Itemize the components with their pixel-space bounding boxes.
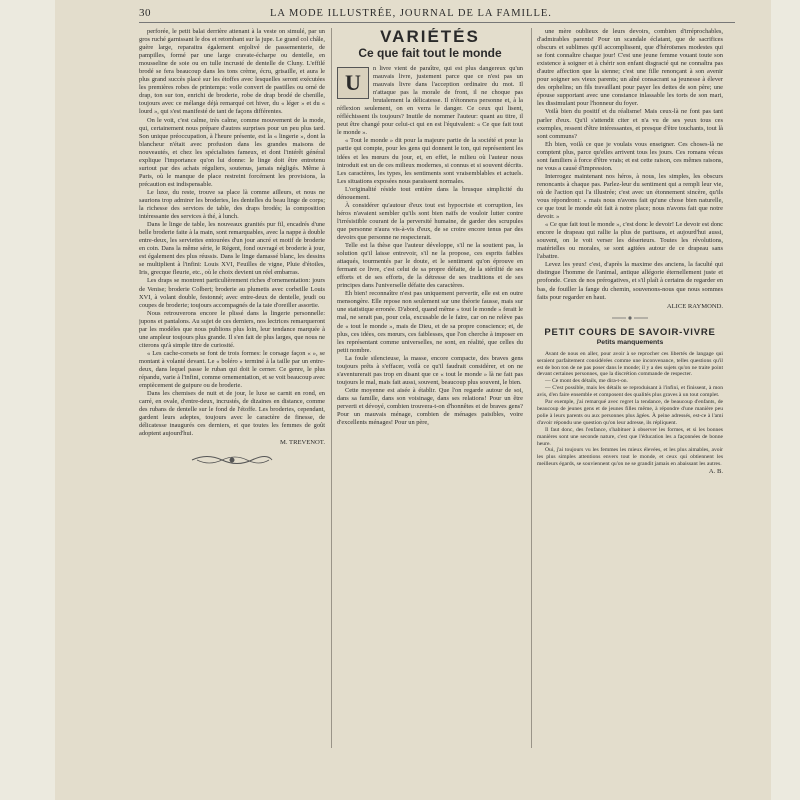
paragraph: L'originalité réside tout entière dans la brusque simplicité du dénouement. [337, 185, 523, 201]
paragraph: Interrogez maintenant nos héros, à nous, les simples, les obscurs renoncants à chaque pas. Parlez-leur du sentiment qui a rempli leur vie, où de l'action qui l'a illustrée; c'est avec un étonnement sincère, qu'ils vous répondront: « mais nous n'avons fait qu'une chose bien naturelle, ce que tout le monde eût fait à notre place; nous n'avons fait que notre devoir. » [537, 172, 723, 221]
author-signature: ALICE RAYMOND. [666, 302, 723, 310]
journal-title: LA MODE ILLUSTRÉE, JOURNAL DE LA FAMILLE. [270, 7, 552, 19]
section-subtitle: Ce que fait tout le monde [358, 46, 502, 60]
paragraph: — Ce mont des détails, me dira-t-on. [545, 378, 628, 385]
paragraph: Nous retrouverons encore le plissé dans la lingerie personnelle: jupons et pantalons. Au sujet de ces derniers, nos lectrices remarqueront par les modèles que nous publions plus loin, leur tendance marquée à une ampleur toujours plus grande. Il s'en fait de plus larges, que nous ne citerons qu'à simple titre de curiosité. [139, 309, 325, 349]
section-title: VARIÉTÉS [380, 28, 480, 46]
paragraph: Les draps se montrent particulièrement riches d'ornementation: jours de Venise; broderie Colbert; broderie au plumetis avec corbeille Louis XVI, à volant double, festonné; avec entre-deux de dentelle, jeudi ou coupes de broderie; toujours accompagnés de la taie d'oreiller assortie. [139, 277, 325, 309]
paragraph: « Tout le monde » dit pour la majeure partie de la société et pour la partie qui compte, pour les gens qui donnent le ton, qui représentent les idées et les mœurs du jour, et, en effet, le milieu où l'auteur nous introduit est un de ces milieux modernes, si connus et si souvent décrits. Les caractères, les types, les sentiments sont vraisemblables et actuels. Les situations exposées nous paraissent normales. [337, 137, 523, 185]
dropcap-letter: U [345, 69, 361, 95]
paragraph: On le voit, c'est calme, très calme, comme mouvement de la mode, qui, certainement nous prépare d'autres surprises pour un peu plus tard. Son unique préoccupation, à l'heure présente, est la « lingerie », dont la blancheur n'était avec profusion dans les grandes maisons de nouveautés, et chez les spécialistes fameux, et dont l'intérêt général explique l'importance qu'on lui donne: le linge doit être entretenu surtout par des achats réguliers, soutenus, jamais négligés. Même à Paris, où le manque de place restreint forcément les provisions, la précaution est indispensable. [139, 116, 325, 188]
column-left [139, 28, 325, 728]
dropcap [337, 67, 369, 99]
column-separator [331, 28, 332, 748]
paragraph: Levez les yeux! c'est, d'après la maxime des anciens, la faculté qui distingue l'homme de l'animal, antique allégorie éternellement juste et profonde. Ceux de nos prérogatives, et s'il plaît à certains de regarder en bas, de fouiller la fange du chemin, souvenons-nous que nous sommes faits pour regarder en haut. [537, 261, 723, 301]
paragraph: Eh bien, voilà ce que je voulais vous enseigner. Ces choses-là ne comptent plus, parce qu'elles arrivent tous les jours. Ces romans vécus sont familiers à force d'être vrais; et est cette raison, ces mêmes raisons, ne vous a causé d'impression. [537, 140, 723, 172]
paragraph: Dans les chemises de nuit et de jour, le luxe se carnit en rond, en carré, en ovale, d'entre-deux, incrustés, de dizaines en distance, comme des rubans de dentelle sur le fond de l'étoffe. Les broderies, cependant, gardent leurs adeptes, toujours avec le caractère de finesse, de délicatesse inaugurés ces derniers, et que toutes les femmes de goût adoptent aujourd'hui. [139, 390, 325, 438]
column-middle [337, 28, 523, 748]
paragraph: Par exemple, j'ai remarqué avec regret la tendance, de beaucoup d'enfants, de beaucoup de jeunes gens et de jeunes filles même, à répondre d'une manière peu polie à leurs parents ou aux personnes plus âgées. À peine adressés, est-ce à l'ami d'avoir répondu une question qu'on leur adresse, ils répliquent. [537, 399, 723, 426]
author-signature: A. B. [708, 468, 723, 476]
paragraph: À considérer qu'autour d'eux tout est hypocrisie et corruption, les héros n'avaient sembler qu'ils sont bien naïfs de vouloir lutter contre l'irrésistible courant de la perversité humaine, de garder des scrupules que personne n'aura vis-à-vis d'eux, de se croire encore tenus par des devoirs que personne ne respecterait. [337, 201, 523, 241]
author-signature: M. TREVENOT. [280, 439, 325, 447]
running-header [55, 4, 771, 22]
paragraph: Avant de nous en aller, pour avoir à se reprocher ces libertés de langage qui seraient parfaitement considérées comme une inconvenance, telles questions qu'il est de bon ton de ne pas poser dans le monde; il y a des sujets qu'on ne traite point devant certaines personnes, que la discrétion commande de respecter. [537, 350, 723, 378]
paragraph: Voilà bien du positif et du réalisme! Mais ceux-là ne font pas tant parler d'eux. Qu'il s'attendit citer et n'a vu de ses yeux tous ces exemples, ressent d'être intéressantes, et presque d'être touchants, tout là sont communs? [537, 108, 723, 140]
paragraph: Telle est la thèse que l'auteur développe, s'il ne la soutient pas, la solution qu'il laisse entrevoir, s'il ne la propose, ces esprits faibles attaqués, tourmentés par le doute, et le sentiment qu'on éprouve en fermant ce livre, c'est celui de sa propre défaite, de la stérilité de ses efforts et de ses efforts, de la détresse de ses traditions et de ses principes dans l'universelle défaite des caractères. [337, 242, 523, 290]
page-number: 30 [139, 7, 151, 19]
journal-page [55, 0, 771, 800]
paragraph: Le luxe, du reste, trouve sa place là comme ailleurs, et nous ne saurions trop admirer les broderies, les dentelles du beau linge de corps; la richesse des services de table, des draps brodés; la composition intéressante des services à thé, à lunch. [139, 188, 325, 221]
paragraph: n livre vient de paraître, qui est plus dangereux qu'un mauvais livre, justement parce que ce n'est pas un mauvais livre dans l'acception ordinaire du mot. Il n'attaque pas la morale de front, il ne choque pas brutalement la délicatesse. Il n'étonnera personne et, à la réflexion seulement, on en verra le danger. Ce ceux qui lisent, réfléchissent ils toujours? Inutile de nommer l'auteur: quant au titre, il peut être changé pour celui-ci qui en est l'équivalent: « Ce que fait tout le monde ». [337, 65, 523, 137]
paragraph: Eh bien! reconnaître n'est pas uniquement pervertir, elle est en outre mensongère. Elle repose non seulement sur une théorie fausse, mais sur une statistique erronée. D'abord, quand même « tout le monde » ferait le mal, ne serait pas, pour cela, excusable de le faire, car on ne relève pas de « tout le monde », mais de Dieu, et de sa propre conscience; et, de plus, ces idées, ces mœurs, ces faiblesses, que l'on cherche à imposer en les représentant comme universelles, ne sont, en réalité, que celles du petit nombre. [337, 290, 523, 354]
column-separator [531, 28, 532, 748]
paragraph: La foule silencieuse, la masse, encore compacte, des braves gens toujours prêts à s'effacer, voilà ce qu'il faudrait considérer, et on ne s'aventurerait pas trop en disant que ce « tout le monde » là ne fait pas toujours le mal, mais fait aussi, souvent, beaucoup plus souvent, le bien. [337, 354, 523, 386]
paragraph: Il faut donc, des l'enfance, s'habituer à observer les formes, et si les bonnes manières sont une seconde nature, c'est que l'éducation les a façonnées de bonne heure. [537, 426, 723, 447]
column-right [537, 28, 723, 748]
ornament-icon [187, 453, 277, 467]
paragraph: « Les cache-corsets se font de trois formes: le corsage façon « », se montant à volanté devant. Le « boléro » terminé à la taille par un entre-deux, dans lequel passe le ruban qui doit le cerner. Ce genre, le plus répandu, varie à l'infini, comme ornementation, et se voit beaucoup avec empiècement de guipure ou de broderie. [139, 349, 325, 390]
paragraph: — C'est possible, mais les détails se reproduisant à l'infini, et finissent, à mon avis, d'en faire ensemble et composent des qualités plus graves à un tout complet. [537, 385, 723, 399]
paragraph: « Ce que fait tout le monde », c'est donc le devoir! Le devoir est donc encore le drapeau qui rallie la plus de partisans, et aujourd'hui aussi, souvent, on le voit verser les déserteurs. Toutes les révolutions, matérielles ou morales, se sont agitées autour de ce drapeau sans l'abattre. [537, 221, 723, 261]
separator-ornament-icon [610, 315, 650, 321]
paragraph: Dans le linge de table, les nouveaux granités pur fil, encadrés d'une belle broderie faite à la main, sont remarquables, avec la nappe à double entre-deux, les serviettes entourées d'un jour ancré et motif de broderie en coin. Dans la même série, le Régent, fond ouvragé et broderie à jour, est également des plus réussis. Dans le linge damassé blanc, les dessins se multiplient à l'infini: Louis XVI, Feuilles de vigne, Pluie d'étoiles, Iris, grecque fleurie, etc., où le choix devient un réel embarras. [139, 221, 325, 277]
paragraph: Cette moyenne est aisée à établir. Que l'on regarde autour de soi, dans sa famille, dans son voisinage, dans ses relations! Pour un être perverti et dévoyé, combien trouvera-t-on d'honnêtes et de braves gens? Pour un mauvais ménage, combien de ménages paisibles, voire d'excellents ménages! Pour un père, [337, 386, 523, 427]
paragraph: Oui, j'ai toujours vu les femmes les mieux élevées, et les plus aimables, avoir les plus simples attentions envers tout le monde, et ceux qui obtiennent les meilleurs égards, se souviennent qu'on ne se grandit jamais en abaissant les autres. [537, 447, 723, 468]
header-rule [139, 22, 735, 23]
paragraph: perforée, le petit balai derrière attenant à la veste on simulé, par un gros ruché garnissant le dos et retombant sur la jupe. Le grand col châle, guère large, reparaitra également enjolivé de passementerie, de pampilles, formé par une large cravate-écharpe ou dentelle, en mousseline de soie ou en tulle incrusté de dentelle de Cluny. L'effilé brodé se fera beaucoup dans les tons crème, écru, grisaille, et aura le plus grand succès placé sur les étoffes avec lesquelles seront exécutées les premières robes de printemps: voile convert de pastilles ou orné de drap, ton sur ton, enrichi de broderie, robe de drap brodé de chenille, toujours avec ce mélange déjà remarqué cet hiver, du « léger » et du « lourd », qui s'est manifesté de tant de façons différentes. [139, 28, 325, 116]
course-title: PETIT COURS DE SAVOIR-VIVRE [544, 326, 716, 338]
paragraph: une mère oublieux de leurs devoirs, combien d'irréprochables, d'admirables parents! Pour un scandale éclatant, que de sacrifices obscurs et sublimes qu'il accomplissent, que d'héroïsmes modestes qui se font connaître chaque jour! C'est une jeune femme vouant toute son existence à soigner et à chérir son enfant disgracié qui ne connaîtra pas d'autre affection que la sienne; c'est une fille renonçant à son avenir pour soigner ses vieux parents; un aîné consacrant sa jeunesse à élever des orphelins; un fils travaillant pour payer les dettes de son père; une épouse supportant avec une constance inlassable les torts de son mari, les dissimulant pour l'honneur du foyer. [537, 28, 723, 108]
course-subtitle: Petits manquements [596, 338, 664, 346]
